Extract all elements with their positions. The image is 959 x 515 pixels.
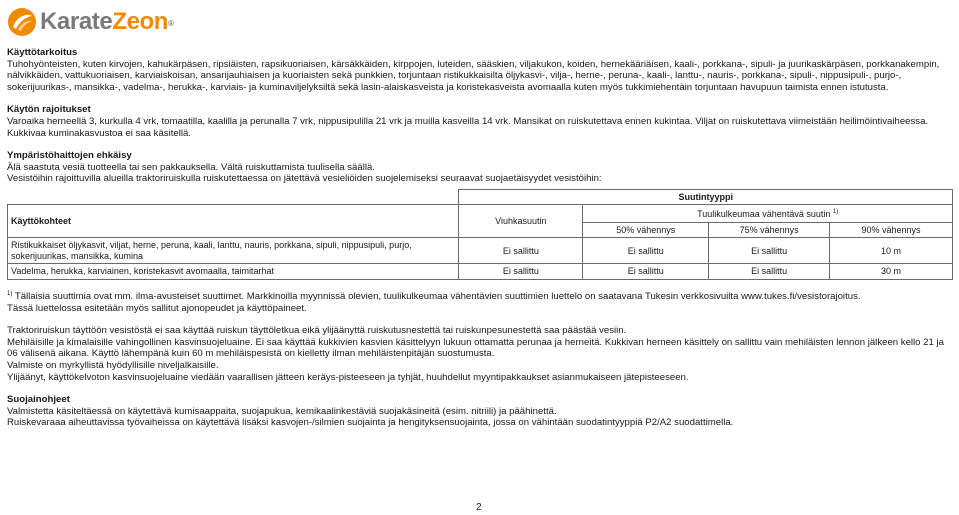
table-row — [8, 264, 953, 280]
section-kayttotarkoitus — [7, 47, 955, 93]
section-title: Käytön rajoitukset — [7, 104, 91, 116]
section-title: Ympäristöhaittojen ehkäisy — [7, 150, 132, 162]
section-traktori — [7, 325, 955, 383]
document-body — [7, 47, 955, 429]
section-text: Tuhohyönteisten, kuten kirvojen, kahukärpäsen, ripsiäisten, rapsikuoriaisen, kärsäkkäiden, kirppojen, luteiden, sääskien, viljakukon, koiden, hernekääriäisen, kaali-, porkkana-, sipuli- ja juurikaskärpäsen, porkkanakempin, nälvikkäiden, vattukuoriaisen, karviaiskoisan, ansarijauhiaisen ja kuoriaisten sekä punkkien, torjuntaan ristikukkaisilta öljykasvi-, vilja-, herne-, peruna-, kaali-, lanttu-, nauris-, porkkana-, sipuli-, nippusipuli-, purjo-, sokerijuurikas-, mansikka-, vadelma-, herukka-, karviais- ja kuminaviljelyksiltä sekä lasin-alaiskasveista ja koristekasveista avomaalla kuten myös tukkimiehentäin torjuntaan havupuun taimista ennen istutusta. — [7, 58, 940, 93]
header-90: 90% vähennys — [830, 222, 953, 238]
header-suutintyyppi: Suutintyyppi — [459, 189, 953, 205]
logo-wordmark: KarateZeon® — [40, 8, 174, 35]
footnote-line: $^{1)}$ Tällaisia suuttimia ovat mm. ilma-avusteiset suuttimet. Markkinoilla myynnissä olevien, tuulikulkeumaa vähentävien suuttimien luettelo on saatavana Tukesin verkkosivuilta www.tukes.fi/vesistorajoitus. — [7, 290, 861, 302]
footnote-line: Tässä luettelossa esitetään myös sallitut ajonopeudet ja käyttöpaineet. — [7, 302, 307, 314]
table-row — [8, 238, 953, 264]
row-viuhka: Ei sallittu — [459, 238, 583, 264]
row-75: Ei sallittu — [709, 264, 830, 280]
section-title: Suojainohjeet — [7, 394, 70, 406]
section-text: Älä saastuta vesiä tuotteella tai sen pakkauksella. Vältä ruiskuttamista tuulisella säällä. — [7, 161, 375, 173]
distance-table — [7, 189, 953, 280]
header-tuulikulkeuma: Tuulikulkeumaa vähentävä suutin $^{1)}$ — [583, 205, 953, 223]
karate-zeon-logo — [7, 5, 174, 39]
header-50: 50% vähennys — [583, 222, 709, 238]
section-text: Varoaika herneellä 3, kurkulla 4 vrk, tomaatilla, kaalilla ja perunalla 7 vrk, nippusipulilla 21 vrk ja muilla kasveilla 14 vrk. Mansikat on ruiskutettava ennen kukintaa. Viljat on ruiskutettava viimeistään heilimöintivaiheessa. Kukkivaa kuminakasvustoa ei saa käsitellä. — [7, 115, 929, 139]
row-50: Ei sallittu — [583, 264, 709, 280]
logo-circle-icon — [7, 7, 37, 37]
header-75: 75% vähennys — [709, 222, 830, 238]
footnote — [7, 291, 955, 314]
row-50: Ei sallittu — [583, 238, 709, 264]
section-suojainohjeet — [7, 394, 955, 429]
section-text: Valmiste on myrkyllistä hyödyllisille niveljalkaisille. — [7, 359, 219, 371]
header-kayttokohteet: Käyttökohteet — [8, 205, 459, 238]
header-viuhkasuutin: Viuhkasuutin — [459, 205, 583, 238]
section-text: Traktoriruiskun täyttöön vesistöstä ei saa käyttää ruiskun täyttöletkua eikä ylijäänyttä ruiskutusnestettä tai ruiskunpesunestettä saa päästää vesiin. — [7, 325, 627, 337]
row-kohde: Vadelma, herukka, karviainen, koristekasvit avomaalla, taimitarhat — [8, 264, 459, 280]
row-90: 30 m — [830, 264, 953, 280]
section-text: Vesistöihin rajoittuvilla alueilla traktoriruiskulla ruiskutettaessa on jätettävä vesieliöiden suojelemiseksi seuraavat suojaetäisyydet vesistöihin: — [7, 173, 602, 185]
page-number: 2 — [476, 502, 482, 513]
section-text: Ruiskevaraaa aiheuttavissa työvaiheissa on käytettävä lisäksi kasvojen-/silmien suojainta ja hengityksensuojainta, jossa on vähintään suodatintyyppiä P2/A2 suodattimella. — [7, 417, 734, 429]
section-kayton-rajoitukset — [7, 104, 955, 139]
row-75: Ei sallittu — [709, 238, 830, 264]
section-text: Ylijäänyt, käyttökelvoton kasvinsuojeluaine viedään vaarallisen jätteen keräys-pisteeseen ja tyhjät, huuhdellut myyntipakkaukset asianmukaiseen jätepisteeseen. — [7, 371, 689, 383]
row-viuhka: Ei sallittu — [459, 264, 583, 280]
section-text: Mehiläisille ja kimalaisille vahingollinen kasvinsuojeluaine. Ei saa käyttää kukkivien kasvien käsittelyyn lukuun ottamatta perunaa ja herneitä. Kukkivan herneen käsittely on sallittu vain mehiläisten lennon jälkeen kello 21 ja 06 välisenä aikana. Käyttö lähempänä kuin 60 m mehiläispesistä on kielletty ilman mehiläistenpitäjän suostumusta. — [7, 336, 944, 360]
section-title: Käyttötarkoitus — [7, 47, 78, 58]
section-ymparisto — [7, 150, 955, 185]
row-kohde: Ristikukkaiset öljykasvit, viljat, herne, peruna, kaali, lanttu, nauris, porkkana, sipuli, nippusipuli, purjo, sokerijuurikas, mansikka, kumina — [8, 238, 459, 264]
row-90: 10 m — [830, 238, 953, 264]
section-text: Valmistetta käsiteltäessä on käytettävä kumisaappaita, suojapukua, kemikaalinkestäviä suojakäsineitä (esim. nitriili) ja päähinettä. — [7, 405, 557, 417]
